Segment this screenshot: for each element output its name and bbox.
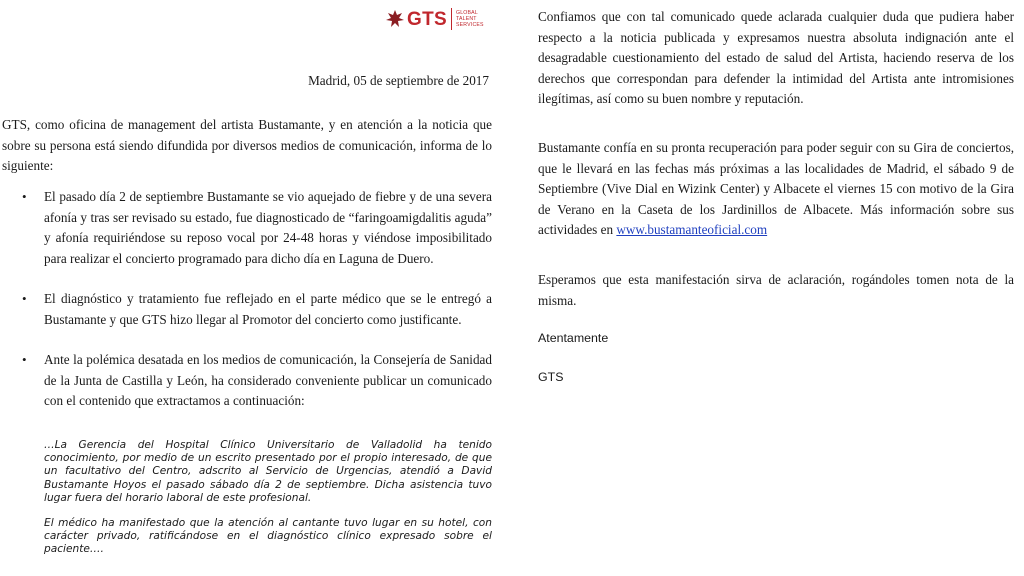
gts-logo xyxy=(385,4,484,34)
tour-text: Bustamante confía en su pronta recuperación para poder seguir con su Gira de conciertos, que le llevará en las fechas más próximas a las localidades de Madrid, el sábado 9 de Septiembre (Vive Dial en Wizink Center) y Albacete el viernes 15 con motivo de la Gira de Verano en la Caseta de los Jardinillos de Albacete. Más información sobre sus actividades en xyxy=(538,140,1014,237)
intro-paragraph: GTS, como oficina de management del artista Bustamante, y en atención a la noticia que sobre su persona está siendo difundida por diversos medios de comunicación, informa de lo siguiente: xyxy=(2,117,492,173)
quoted-statement xyxy=(44,439,492,557)
closing-salutation: Atentamente xyxy=(538,331,609,345)
letter-date: Madrid, 05 de septiembre de 2017 xyxy=(308,73,489,88)
list-item xyxy=(0,350,492,412)
bullet-icon: • xyxy=(22,189,27,204)
leaf-icon xyxy=(385,9,405,29)
paragraph-request xyxy=(538,270,1014,311)
logo-subtitle-line: TALENT xyxy=(455,16,477,22)
logo-subtitle-line: SERVICES xyxy=(455,22,484,28)
paragraph-clarification xyxy=(538,7,1014,110)
bullet-icon: • xyxy=(22,291,27,306)
logo-subtitle-line: GLOBAL xyxy=(455,10,478,16)
paragraph-text: Esperamos que esta manifestación sirva de aclaración, rogándoles tomen nota de la misma. xyxy=(538,272,1014,308)
bullet-icon: • xyxy=(22,352,27,367)
list-item xyxy=(0,289,492,330)
bullet-text: El pasado día 2 de septiembre Bustamante se vio aquejado de fiebre y de una severa afonía y tras ser revisado su estado, fue diagnosticado de “faringoamigdalitis aguda” y afonía requiriéndose su reposo vocal por 24-48 horas y viéndose imposibilitado para realizar el concierto programado para dicho día en Laguna de Duero. xyxy=(44,189,492,266)
paragraph-text: Confiamos que con tal comunicado quede aclarada cualquier duda que pudiera haber respecto a la noticia publicada y expresamos nuestra absoluta indignación ante el desagradable cuestionamiento del estado de salud del Artista, haciendo reserva de los derechos que correspondan para defender la intimidad del Artista ante intromisiones ilegítimas, así como su buen nombre y reputación. xyxy=(538,9,1014,106)
bullet-list xyxy=(0,187,492,412)
bullet-text: Ante la polémica desatada en los medios de comunicación, la Consejería de Sanidad de la Junta de Castilla y León, ha considerado conveniente publicar un comunicado con el contenido que extractamos a continuación: xyxy=(44,352,492,408)
quote-paragraph: …La Gerencia del Hospital Clínico Universitario de Valladolid ha tenido conocimiento, por medio de un escrito presentado por el propio interesado, de que un facultativo del Centro, adscrito al Servicio de Urgencias, atendió a David Bustamante Hoyos el pasado sábado día 2 de septiembre. Dicha asistencia tuvo lugar fuera del horario laboral de este profesional. xyxy=(44,439,492,504)
logo-subtitle xyxy=(456,10,484,28)
paragraph-text xyxy=(538,138,1014,241)
list-item xyxy=(0,187,492,269)
paragraph-tour xyxy=(538,138,1014,241)
signature: GTS xyxy=(538,370,564,384)
logo-divider xyxy=(451,8,452,30)
official-website-link[interactable]: www.bustamanteoficial.com xyxy=(616,222,768,237)
logo-brand: GTS xyxy=(407,9,447,30)
bullet-text: El diagnóstico y tratamiento fue reflejado en el parte médico que se le entregó a Bustamante y que GTS hizo llegar al Promotor del concierto como justificante. xyxy=(44,291,492,327)
quote-paragraph: El médico ha manifestado que la atención al cantante tuvo lugar en su hotel, con carácter privado, ratificándose en el diagnóstico clínico expresado sobre el paciente…. xyxy=(44,517,492,556)
